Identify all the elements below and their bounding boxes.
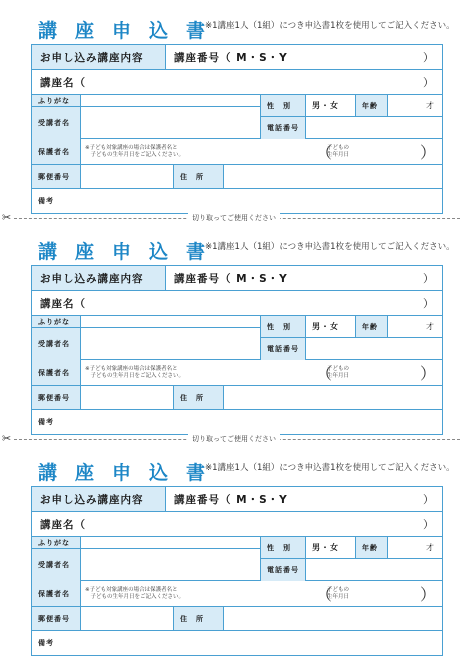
course-name-row[interactable] (32, 512, 442, 537)
form-note: ※1講座1人（1組）につき申込書1枚を使用してご記入ください。 (205, 242, 455, 252)
cut-line (0, 434, 460, 446)
age-field[interactable] (387, 95, 442, 117)
course-name-field[interactable] (32, 70, 442, 94)
address-field[interactable] (223, 165, 442, 188)
remarks-label: 備考 (38, 639, 54, 647)
furigana-label-cell (32, 316, 80, 328)
course-name-field[interactable] (32, 291, 442, 315)
age-label-cell (355, 537, 387, 559)
remarks-field[interactable] (32, 631, 442, 655)
postal-label: 郵便番号 (38, 393, 70, 402)
attendee-row (32, 95, 442, 139)
remarks-label: 備考 (38, 418, 54, 426)
form-note: ※1講座1人（1組）につき申込書1枚を使用してご記入ください。 (205, 21, 455, 31)
child-label-line2: 生年月日 (327, 593, 350, 600)
sex-field[interactable] (305, 537, 355, 559)
child-birthdate-label (327, 366, 349, 380)
course-number-label: 講座番号（ M・S・Y (174, 51, 288, 64)
name-label: 受講者名 (38, 561, 70, 569)
age-unit: 才 (426, 543, 434, 552)
phone-field[interactable] (305, 559, 442, 581)
guardian-note-line2: 子どもの生年月日をご記入ください。 (85, 593, 185, 600)
postal-field[interactable] (80, 386, 173, 409)
form-title-text: 講座申込書 (38, 20, 224, 42)
phone-label-cell (260, 117, 305, 139)
cut-line (0, 213, 460, 225)
form-title-text: 講座申込書 (38, 241, 224, 263)
sex-field[interactable] (305, 95, 355, 117)
course-name-close-paren: ） (423, 518, 434, 531)
guardian-label: 保護者名 (38, 147, 70, 156)
remarks-field[interactable] (32, 189, 442, 213)
child-birthdate-close-paren: ） (419, 585, 436, 604)
furigana-label: ふりがな (38, 538, 70, 547)
child-birthdate-label (327, 587, 349, 601)
course-name-field[interactable] (32, 512, 442, 536)
age-field[interactable] (387, 316, 442, 338)
content-label-cell (32, 266, 165, 290)
address-label-cell (173, 386, 223, 409)
address-label: 住 所 (180, 614, 204, 623)
postal-label-cell (32, 386, 80, 409)
remarks-label: 備考 (38, 197, 54, 205)
sex-label: 性 別 (267, 322, 291, 331)
sex-label: 性 別 (267, 101, 291, 110)
cut-line-text: 切り取ってご使用ください (188, 434, 280, 444)
guardian-row (32, 360, 442, 386)
sex-field[interactable] (305, 316, 355, 338)
course-number-label: 講座番号（ M・S・Y (174, 272, 288, 285)
form-table (31, 265, 443, 435)
course-number-close-paren: ） (423, 272, 434, 285)
furigana-label: ふりがな (38, 317, 70, 326)
form-note: ※1講座1人（1組）につき申込書1枚を使用してご記入ください。 (205, 463, 455, 473)
name-label-cell (32, 549, 80, 581)
guardian-label-cell (32, 581, 80, 606)
attendee-row (32, 316, 442, 360)
furigana-field[interactable] (80, 95, 260, 107)
phone-label-cell (260, 559, 305, 581)
age-unit: 才 (426, 101, 434, 110)
form-title (38, 16, 223, 42)
guardian-note-line2: 子どもの生年月日をご記入ください。 (85, 151, 185, 158)
form-table (31, 486, 443, 656)
address-row (32, 165, 442, 189)
guardian-label: 保護者名 (38, 368, 70, 377)
scissors-icon: ✂ (2, 211, 12, 224)
sex-options: 男・女 (312, 101, 339, 110)
phone-label: 電話番号 (267, 345, 299, 353)
guardian-label: 保護者名 (38, 589, 70, 598)
content-label-cell (32, 487, 165, 511)
address-row (32, 386, 442, 410)
form-table (31, 44, 443, 214)
guardian-note-line1: ※子ども対象講座の場合は保護者名と (85, 586, 178, 593)
course-name-label: 講座名（ (40, 297, 86, 310)
remarks-field[interactable] (32, 410, 442, 434)
guardian-field[interactable] (80, 139, 442, 164)
course-number-close-paren: ） (423, 51, 434, 64)
address-field[interactable] (223, 607, 442, 630)
phone-label-cell (260, 338, 305, 360)
child-label-line1: 子どもの (327, 586, 350, 593)
address-label: 住 所 (180, 172, 204, 181)
guardian-note-line1: ※子ども対象講座の場合は保護者名と (85, 365, 178, 372)
child-label-line1: 子どもの (327, 365, 350, 372)
course-name-row[interactable] (32, 70, 442, 95)
guardian-note (85, 366, 184, 380)
age-field[interactable] (387, 537, 442, 559)
course-number-label: 講座番号（ M・S・Y (174, 493, 288, 506)
phone-label: 電話番号 (267, 124, 299, 132)
name-field[interactable] (80, 107, 260, 139)
child-birthdate-open-paren: （ (316, 585, 333, 604)
course-content-row (32, 45, 442, 70)
postal-field[interactable] (80, 165, 173, 188)
course-content-row (32, 487, 442, 512)
application-form-copy (0, 225, 460, 430)
form-title (38, 458, 223, 484)
course-number-field[interactable] (165, 45, 442, 69)
child-birthdate-close-paren: ） (419, 143, 436, 162)
course-name-close-paren: ） (423, 76, 434, 89)
address-row (32, 607, 442, 631)
age-label-cell (355, 95, 387, 117)
content-label: お申し込み講座内容 (40, 272, 144, 285)
sex-label-cell (260, 316, 305, 338)
name-label-cell (32, 107, 80, 139)
phone-field[interactable] (305, 338, 442, 360)
furigana-field[interactable] (80, 537, 260, 549)
name-label: 受講者名 (38, 340, 70, 348)
child-birthdate-open-paren: （ (316, 364, 333, 383)
age-label: 年齢 (362, 543, 378, 552)
sex-label: 性 別 (267, 543, 291, 552)
guardian-field[interactable] (80, 581, 442, 606)
guardian-note-line2: 子どもの生年月日をご記入ください。 (85, 372, 185, 379)
course-number-field[interactable] (165, 266, 442, 290)
sex-options: 男・女 (312, 322, 339, 331)
postal-field[interactable] (80, 607, 173, 630)
furigana-field[interactable] (80, 316, 260, 328)
phone-label: 電話番号 (267, 566, 299, 574)
furigana-label: ふりがな (38, 96, 70, 105)
sex-label-cell (260, 95, 305, 117)
child-label-line1: 子どもの (327, 144, 350, 151)
postal-label-cell (32, 165, 80, 188)
furigana-label-cell (32, 95, 80, 107)
course-name-label: 講座名（ (40, 76, 86, 89)
guardian-note (85, 145, 184, 159)
course-number-close-paren: ） (423, 493, 434, 506)
course-name-label: 講座名（ (40, 518, 86, 531)
name-field[interactable] (80, 328, 260, 360)
child-birthdate-open-paren: （ (316, 143, 333, 162)
remarks-row[interactable] (32, 410, 442, 434)
age-label: 年齢 (362, 101, 378, 110)
sex-options: 男・女 (312, 543, 339, 552)
attendee-row (32, 537, 442, 581)
remarks-row[interactable] (32, 631, 442, 655)
content-label: お申し込み講座内容 (40, 51, 144, 64)
remarks-row[interactable] (32, 189, 442, 213)
guardian-note-line1: ※子ども対象講座の場合は保護者名と (85, 144, 178, 151)
address-label-cell (173, 165, 223, 188)
furigana-label-cell (32, 537, 80, 549)
application-form-copy (0, 4, 460, 209)
sex-label-cell (260, 537, 305, 559)
course-name-row[interactable] (32, 291, 442, 316)
age-label-cell (355, 316, 387, 338)
course-number-field[interactable] (165, 487, 442, 511)
address-label: 住 所 (180, 393, 204, 402)
guardian-row (32, 139, 442, 165)
age-unit: 才 (426, 322, 434, 331)
child-label-line2: 生年月日 (327, 151, 350, 158)
scissors-icon: ✂ (2, 432, 12, 445)
guardian-note (85, 587, 184, 601)
guardian-label-cell (32, 360, 80, 385)
postal-label: 郵便番号 (38, 172, 70, 181)
form-title (38, 237, 223, 263)
address-field[interactable] (223, 386, 442, 409)
child-birthdate-label (327, 145, 349, 159)
age-label: 年齢 (362, 322, 378, 331)
phone-field[interactable] (305, 117, 442, 139)
name-label: 受講者名 (38, 119, 70, 127)
guardian-label-cell (32, 139, 80, 164)
form-title-text: 講座申込書 (38, 462, 224, 484)
name-label-cell (32, 328, 80, 360)
child-birthdate-close-paren: ） (419, 364, 436, 383)
content-label: お申し込み講座内容 (40, 493, 144, 506)
postal-label: 郵便番号 (38, 614, 70, 623)
guardian-field[interactable] (80, 360, 442, 385)
name-field[interactable] (80, 549, 260, 581)
application-form-copy (0, 446, 460, 651)
guardian-row (32, 581, 442, 607)
postal-label-cell (32, 607, 80, 630)
course-content-row (32, 266, 442, 291)
address-label-cell (173, 607, 223, 630)
cut-line-text: 切り取ってご使用ください (188, 213, 280, 223)
child-label-line2: 生年月日 (327, 372, 350, 379)
content-label-cell (32, 45, 165, 69)
course-name-close-paren: ） (423, 297, 434, 310)
